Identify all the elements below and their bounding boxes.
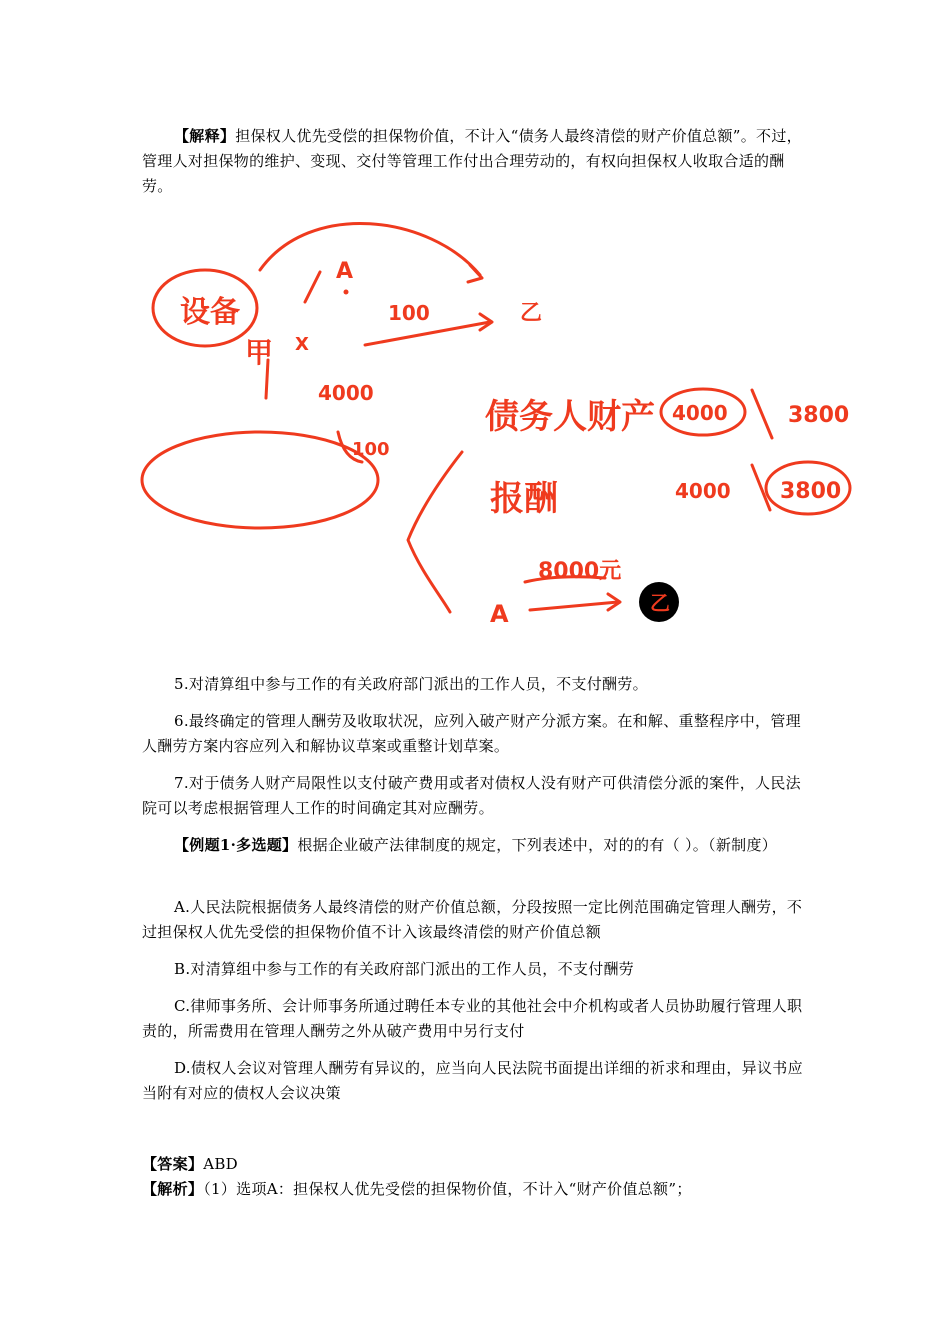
hw-remuneration-a: 4000 bbox=[675, 479, 731, 503]
explanation-paragraph bbox=[142, 124, 807, 199]
explanation-label: 【解释】 bbox=[174, 127, 236, 145]
option-a bbox=[142, 895, 807, 945]
option-a-text: A.人民法院根据债务人最终清偿的财产价值总额，分段按照一定比例范围确定管理人酬劳，不过担保权人优先受偿的担保物价值不计入该最终清偿的财产价值总额 bbox=[142, 898, 803, 941]
hw-x-mark: X bbox=[295, 334, 309, 355]
hw-a-top: A bbox=[336, 259, 354, 284]
hw-debtor-property-label: 债务人财产 bbox=[485, 397, 655, 437]
branch-brace bbox=[408, 452, 462, 612]
hw-yi-top: 乙 bbox=[520, 301, 543, 326]
answer-value: ABD bbox=[203, 1155, 238, 1173]
top-arc-arrow bbox=[260, 223, 480, 275]
option-b-text: B.对清算组中参与工作的有关政府部门派出的工作人员，不支付酬劳 bbox=[174, 960, 635, 978]
item-7-text: 7.对于债务人财产局限性以支付破产费用或者对债权人没有财产可供清偿分派的案件，人民法院可以考虑根据管理人工作的时间确定其对应酬劳。 bbox=[142, 774, 801, 817]
hw-amount-100: 100 bbox=[388, 301, 430, 325]
example-question bbox=[142, 833, 807, 858]
hw-yi-bottom: 乙 bbox=[650, 591, 670, 615]
analysis-label: 【解析】 bbox=[142, 1180, 204, 1198]
option-c-text: C.律师事务所、会计师事务所通过聘任本专业的其他社会中介机构或者人员协助履行管理人职责的，所需费用在管理人酬劳之外从破产费用中另行支付 bbox=[142, 997, 803, 1040]
analysis-text: （1）选项A：担保权人优先受偿的担保物价值，不计入“财产价值总额”； bbox=[203, 1180, 692, 1198]
answer-line bbox=[142, 1153, 807, 1175]
answer-label: 【答案】 bbox=[142, 1155, 204, 1173]
hw-inner-100: 100 bbox=[352, 439, 390, 460]
hw-amount-4000: 4000 bbox=[318, 381, 374, 405]
option-d bbox=[142, 1056, 807, 1106]
vertical-stroke bbox=[266, 360, 268, 398]
analysis-line bbox=[142, 1178, 807, 1200]
option-b bbox=[142, 957, 807, 982]
item-7 bbox=[142, 771, 807, 821]
option-d-text: D.债权人会议对管理人酬劳有异议的，应当向人民法院书面提出详细的祈求和理由，异议书应当附有对应的债权人会议决策 bbox=[142, 1059, 803, 1102]
item-5 bbox=[142, 672, 807, 697]
handwritten-annotation-diagram bbox=[140, 210, 870, 640]
option-c bbox=[142, 994, 807, 1044]
item-6-text: 6.最终确定的管理人酬劳及收取状况，应列入破产财产分派方案。在和解、重整程序中，管理人酬劳方案内容应列入和解协议草案或重整计划草案。 bbox=[142, 712, 801, 755]
separator-slash-1 bbox=[752, 390, 772, 438]
example-label: 【例题1·多选题】 bbox=[174, 836, 298, 854]
example-text: 根据企业破产法律制度的规定，下列表述中，对的的有（ ）。（新制度） bbox=[297, 836, 778, 854]
hw-a-bottom: A bbox=[490, 600, 509, 628]
explanation-text: 担保权人优先受偿的担保物价值，不计入“债务人最终清偿的财产价值总额”。不过，管理人对担保物的维护、变现、交付等管理工作付出合理劳动的，有权向担保权人收取合适的酬劳。 bbox=[142, 127, 802, 195]
item-5-text: 5.对清算组中参与工作的有关政府部门派出的工作人员，不支付酬劳。 bbox=[174, 675, 648, 693]
hw-remuneration-label: 报酬 bbox=[490, 479, 558, 519]
arrow-line-bottom bbox=[530, 602, 618, 610]
slash-mark bbox=[305, 272, 320, 302]
dot-mark bbox=[344, 290, 349, 295]
hw-remuneration-b: 3800 bbox=[780, 479, 842, 504]
item-6 bbox=[142, 709, 807, 759]
arrow-line-to-yi bbox=[365, 322, 490, 345]
hw-debtor-property-a: 4000 bbox=[672, 401, 728, 425]
hw-debtor-property-b: 3800 bbox=[788, 403, 850, 428]
hw-amount-8000: 8000元 bbox=[538, 559, 622, 584]
hw-jia: 甲 bbox=[245, 336, 274, 369]
hw-equipment: 设备 bbox=[180, 295, 240, 330]
